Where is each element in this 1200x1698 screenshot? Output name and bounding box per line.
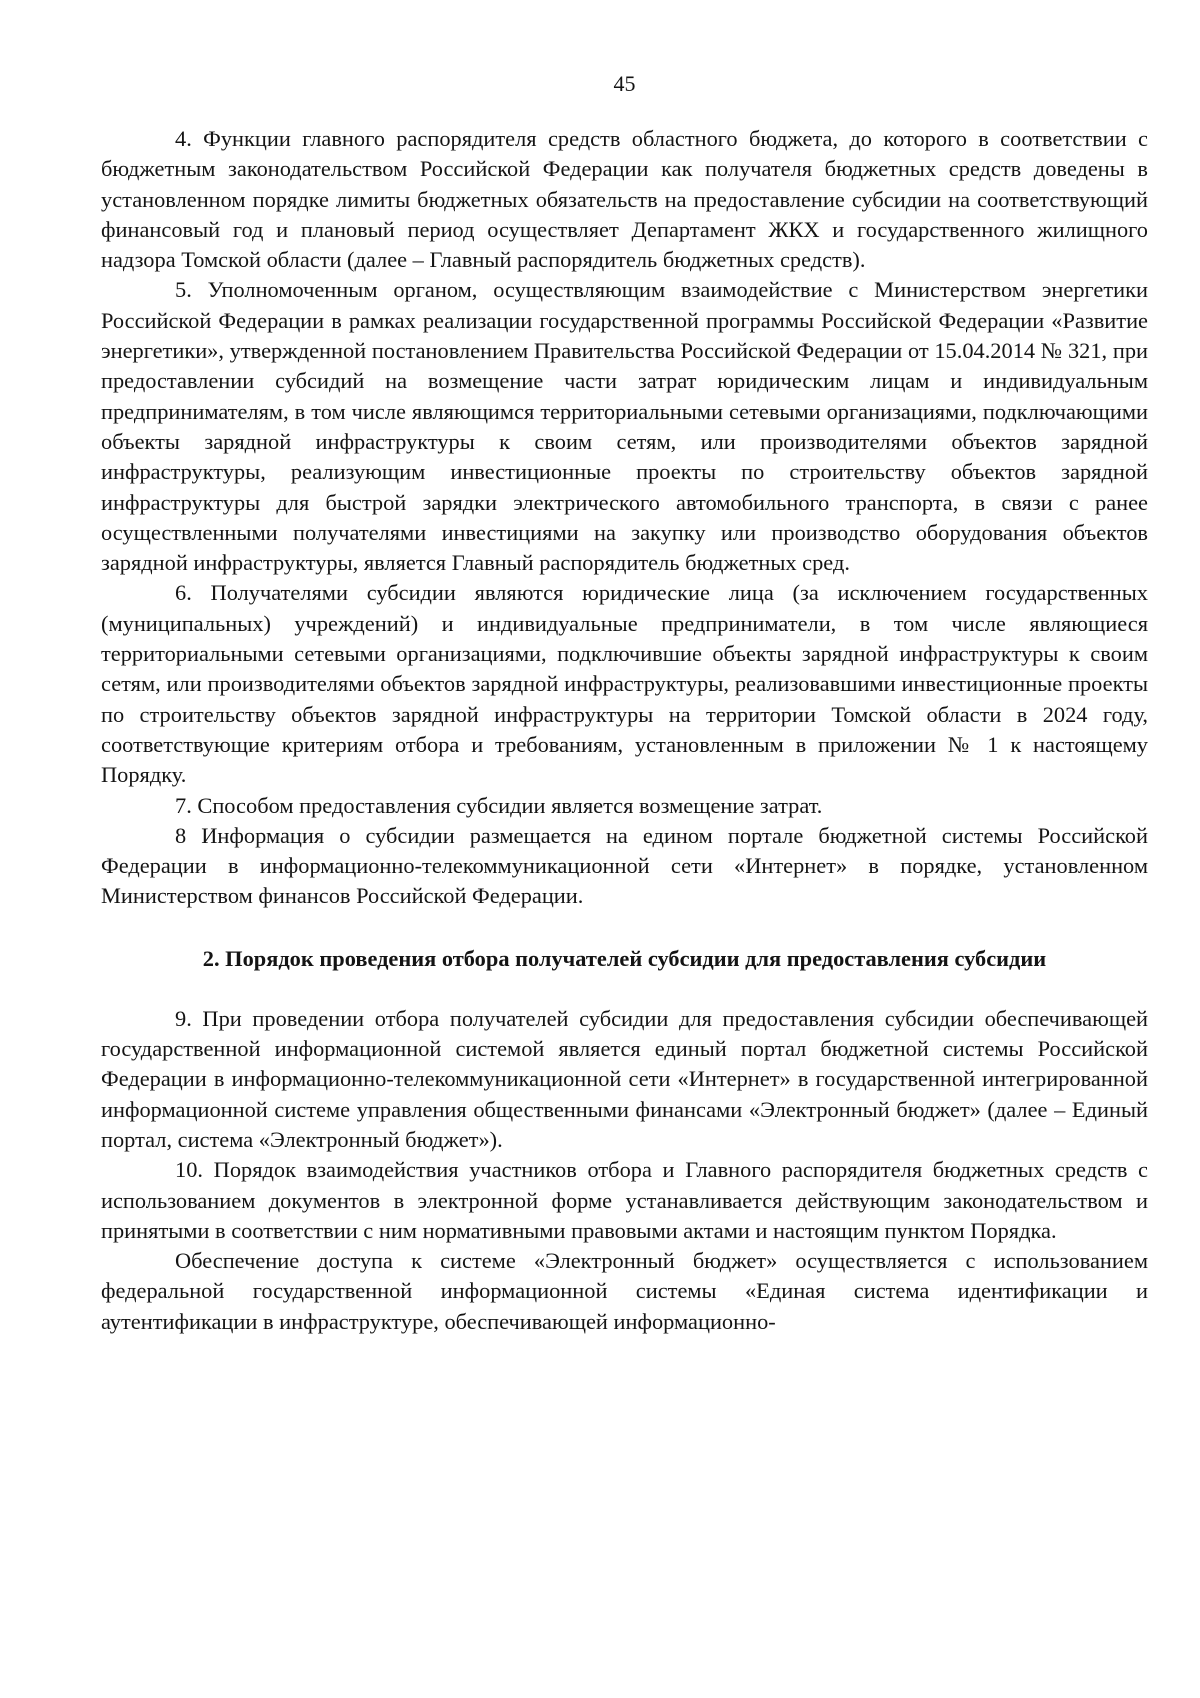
document-page	[101, 70, 1148, 1337]
paragraph-9: 9. При проведении отбора получателей субсидии для предоставления субсидии обеспечивающей государственной информационной системой является единый портал бюджетной системы Российской Федерации в информационно-телекоммуникационной сети «Интернет» в государственной интегрированной информационной системе управления общественными финансами «Электронный бюджет» (далее – Единый портал, система «Электронный бюджет»).	[101, 1005, 1148, 1152]
paragraph-access: Обеспечение доступа к системе «Электронный бюджет» осуществляется с использованием федеральной государственной информационной системы «Единая система идентификации и аутентификации в инфраструктуре, обеспечивающей информационно-	[101, 1248, 1148, 1334]
paragraph-8: 8 Информация о субсидии размещается на едином портале бюджетной системы Российской Федерации в информационно-телекоммуникационной сети «Интернет» в порядке, установленном Министерством финансов Российской Федерации.	[101, 822, 1148, 909]
section-heading: 2. Порядок проведения отбора получателей субсидии для предоставления субсидии	[202, 945, 1047, 971]
paragraph-10: 10. Порядок взаимодействия участников отбора и Главного распорядителя бюджетных средств с использованием документов в электронной форме устанавливается действующим законодательством и принятыми в соответствии с ним нормативными правовыми актами и настоящим пунктом Порядка.	[101, 1157, 1148, 1243]
paragraph-4: 4. Функции главного распорядителя средств областного бюджета, до которого в соответствии с бюджетным законодательством Российской Федерации как получателя бюджетных средств доведены в установленном порядке лимиты бюджетных обязательств на предоставление субсидии на соответствующий финансовый год и плановый период осуществляет Департамент ЖКХ и государственного жилищного надзора Томской области (далее – Главный распорядитель бюджетных средств).	[101, 126, 1148, 273]
paragraph-6: 6. Получателями субсидии являются юридические лица (за исключением государственных (муниципальных) учреждений) и индивидуальные предприниматели, в том числе являющиеся территориальными сетевыми организациями, подключившие объекты зарядной инфраструктуры к своим сетям, или производителями объектов зарядной инфраструктуры, реализовавшими инвестиционные проекты по строительству объектов зарядной инфраструктуры на территории Томской области в 2024 году, соответствующие критериям отбора и требованиям, установленным в приложении № 1 к настоящему Порядку.	[101, 580, 1148, 788]
paragraph-5: 5. Уполномоченным органом, осуществляющим взаимодействие с Министерством энергетики Российской Федерации в рамках реализации государственной программы Российской Федерации «Развитие энергетики», утвержденной постановлением Правительства Российской Федерации от 15.04.2014 № 321, при предоставлении субсидий на возмещение части затрат юридическим лицам и индивидуальным предпринимателям, в том числе являющимся территориальными сетевыми организациями, подключающими объекты зарядной инфраструктуры к своим сетям, или производителями объектов зарядной инфраструктуры, реализующим инвестиционные проекты по строительству объектов зарядной инфраструктуры для быстрой зарядки электрического автомобильного транспорта, в связи с ранее осуществленными получателями инвестициями на закупку или производство оборудования объектов зарядной инфраструктуры, является Главный распорядитель бюджетных сред.	[101, 277, 1148, 576]
page-number: 45	[613, 71, 636, 96]
paragraph-7: 7. Способом предоставления субсидии является возмещение затрат.	[175, 792, 823, 818]
